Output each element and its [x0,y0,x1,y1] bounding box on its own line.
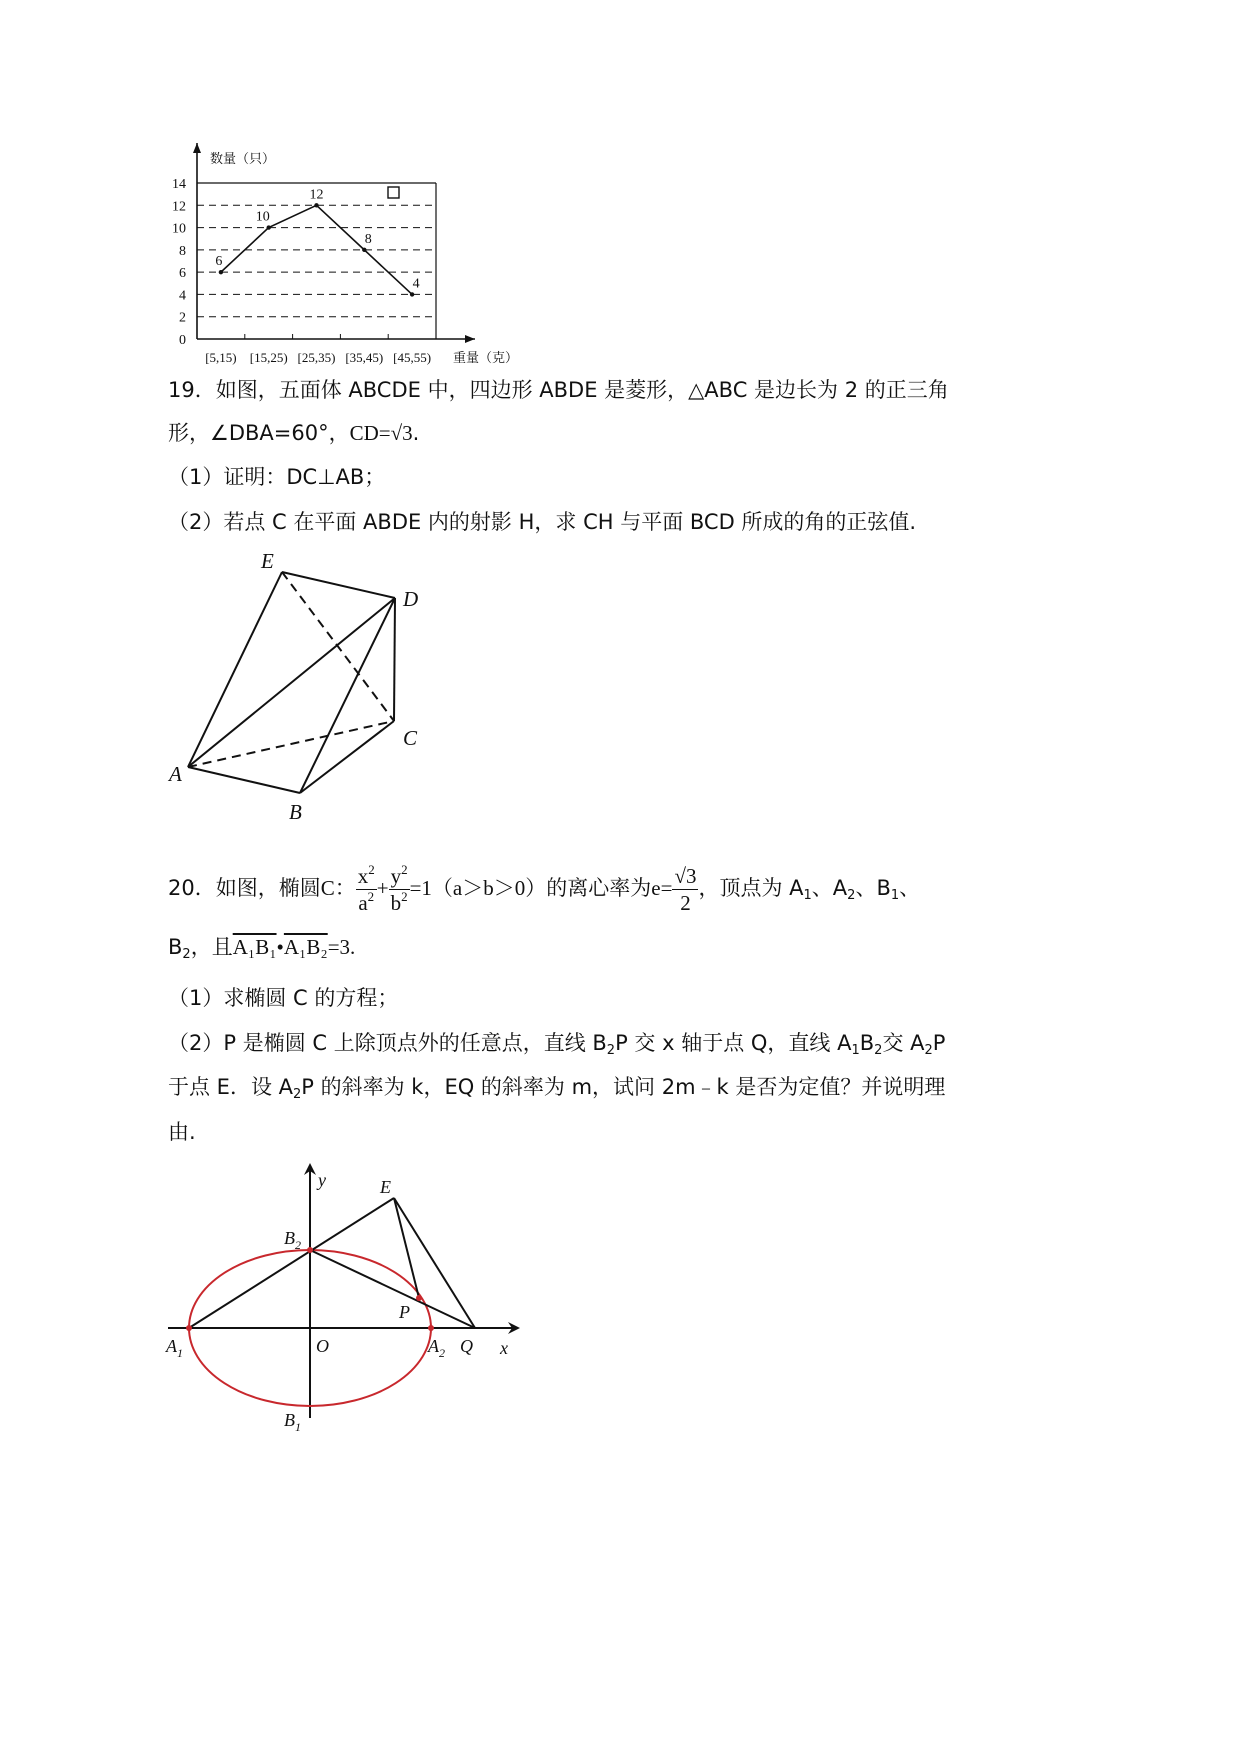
x-tick-label: [5,15) [205,350,237,365]
point-label-e: E [380,1177,391,1197]
q20-frac-y: $\frac{y^2}{b^2}$ [390,861,408,915]
data-point [219,270,223,274]
point-p [416,1295,422,1301]
pentahedron-figure [165,545,445,830]
q20-intro: 20．如图，椭圆 [168,876,321,900]
q20-line1 [168,858,920,918]
q19-sqrt3: √3 [390,421,413,445]
data-point [410,292,414,296]
point-label-q: Q [460,1336,473,1356]
y-tick-label: 14 [172,177,186,192]
data-label: 6 [215,254,223,270]
line-e-p [394,1198,419,1298]
vertex-label-a: A [169,762,182,786]
y-tick-label: 10 [172,221,186,237]
x-tick-label: [35,45) [345,350,384,365]
weight-distribution-chart [170,135,530,370]
edge-ea [188,572,282,767]
data-label: 8 [364,231,372,247]
q20-part2-line2: 于点 E．设 $A_2P$ 的斜率为 k，EQ 的斜率为 m，试问 2m﹣k 是否为定值？并说明理 [168,1075,946,1102]
q20-part2-line1: （2）P 是椭圆 C 上除顶点外的任意点，直线 $B_2P$ 交 x 轴于点 Q，直线 $A_1B_2$交 $A_2P$ [168,1031,946,1058]
q19-line1: 19．如图，五面体 ABCDE 中，四边形 ABDE 是菱形，△ABC 是边长为 2 的正三角 [168,378,949,402]
point-label-a2: $A_2$ [428,1336,445,1360]
x-axis-arrow [465,335,475,343]
q19-line2-text: 形，∠DBA=60°， [168,421,350,445]
y-tick-label: 2 [179,310,186,326]
q20-eq-condition: =1（a＞b＞0） [409,876,547,900]
y-tick-label: 8 [179,243,186,259]
point-label-p: P [399,1302,410,1322]
point-a2 [428,1325,434,1331]
edge-dc [394,598,395,721]
q19-part2: （2）若点 C 在平面 ABDE 内的射影 H，求 CH 与平面 BCD 所成的角的正弦值. [168,510,917,534]
legend-box [388,187,399,198]
vertex-label-c: C [403,726,418,750]
edge-ed [282,572,395,598]
q19-line2-end: . [412,421,420,445]
data-label: 12 [309,187,324,203]
line-a1-e [189,1198,394,1328]
point-label-a1: $A_1$ [166,1336,183,1360]
q20-part1: （1）求椭圆 C 的方程； [168,986,399,1010]
q19-cd-label: CD= [349,421,391,445]
data-point [314,203,318,207]
vertex-label-d: D [403,587,419,611]
data-point [362,248,366,252]
y-tick-label: 0 [179,333,186,348]
q19-part1: （1）证明：DC⊥AB； [168,465,386,489]
y-tick-label: 4 [179,288,186,304]
q20-line2: $B_2$，且A₁B₁•A₁B₂=3. [168,935,356,962]
q20-plus: + [376,876,389,900]
vertex-label-e: E [261,549,274,573]
edge-bc [300,721,394,793]
data-label: 10 [255,209,270,225]
x-tick-label: [25,35) [297,350,336,365]
q20-ecc-text: 的离心率为 [546,876,652,900]
point-label-b2: $B_2$ [284,1228,301,1252]
axis-label-x: x [500,1338,508,1358]
q20-dot-result: =3. [327,935,356,959]
point-label-o: O [316,1336,329,1356]
q20-vector-a1b2: A₁B₂ [283,935,328,959]
vertex-label-b: B [289,800,302,824]
y-tick-label: 12 [172,199,186,215]
edge-bd [300,598,395,793]
q20-frac-x: $\frac{x^2}{a^2}$ [357,861,375,915]
q20-vector-a1b1: A₁B₁ [232,935,277,959]
q20-dot: • [276,935,284,959]
point-label-b1: $B_1$ [284,1410,301,1434]
q20-e-label: e= [651,876,673,900]
data-label: 4 [412,276,420,292]
point-b2 [307,1247,313,1253]
x-tick-label: [45,55) [393,350,432,365]
q20-frac-e: $\frac{√3}{2}$ [674,863,697,915]
x-axis-title: 重量（克） [453,351,519,366]
y-tick-label: 6 [179,266,186,282]
q20-c-label: C： [320,876,356,900]
point-a1 [186,1325,192,1331]
q20-part2-line3: 由. [168,1120,196,1144]
y-axis-arrow [193,143,201,153]
q20-vertices: ，顶点为 $A_1$、$A_2$、$B_1$、 [698,876,921,903]
q19-line2 [168,418,419,448]
y-axis-title: 数量（只） [210,152,276,167]
ellipse-figure [160,1160,530,1435]
axis-label-y: y [318,1170,326,1190]
data-point [267,225,271,229]
x-tick-label: [15,25) [249,350,288,365]
edge-ab [188,767,300,793]
